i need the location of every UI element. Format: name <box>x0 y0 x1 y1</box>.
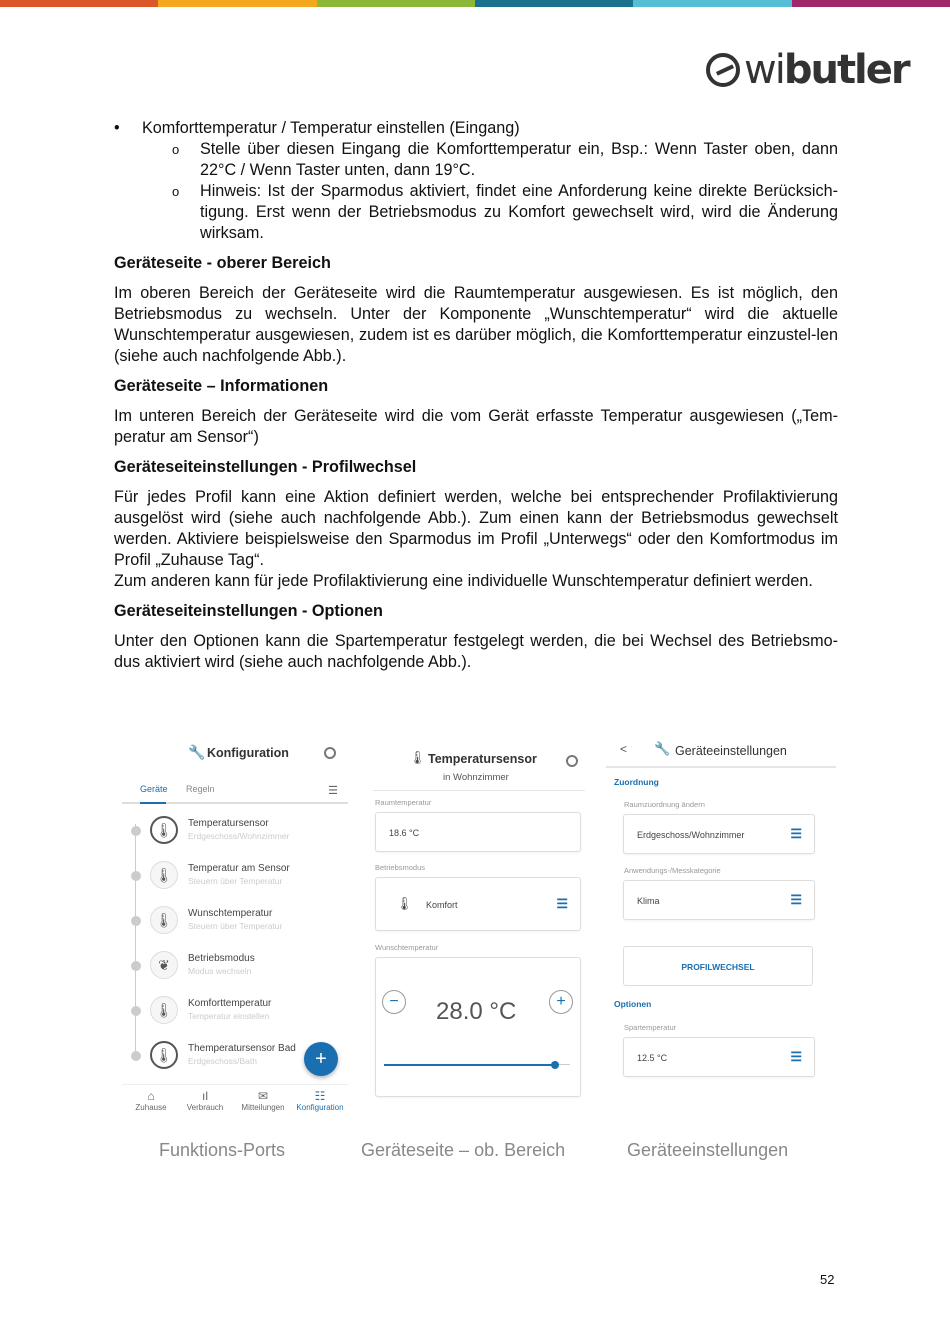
list-icon[interactable]: ☰ <box>790 1049 802 1064</box>
expand-icon[interactable] <box>131 961 141 971</box>
document-body <box>114 118 838 673</box>
device-name: Komforttemperatur <box>188 998 272 1009</box>
wish-temp-label: Wunschtemperatur <box>375 943 439 952</box>
nav-label: Konfiguration <box>296 1103 344 1112</box>
panel-title: Konfiguration <box>207 746 289 760</box>
room-assign-label: Raumzuordnung ändern <box>624 800 705 809</box>
panel-title: Geräteeinstellungen <box>675 744 787 758</box>
device-item[interactable] <box>130 859 340 899</box>
divider <box>373 790 585 791</box>
home-icon: ⌂ <box>147 1089 155 1103</box>
device-item[interactable] <box>130 994 340 1034</box>
stripe-segment <box>633 0 791 7</box>
gear-icon[interactable] <box>566 755 578 767</box>
nav-verbrauch[interactable] <box>180 1089 230 1112</box>
nav-zuhause[interactable] <box>126 1089 176 1112</box>
expand-icon[interactable] <box>131 1006 141 1016</box>
nav-label: Zuhause <box>135 1103 167 1112</box>
paragraph-oberer-bereich: Im oberen Bereich der Geräteseite wird die Raumtemperatur ausgewiesen. Es ist möglich, den Betriebsmodus zu wechseln. Unter der Komponente „Wunschtemperatur“ wird die aktuelle Wunschtemperatur ausgewiesen, zudem ist es darüber möglich, die Komforttemperatur einzustel-len (siehe auch nachfolgende Abb.). <box>114 284 838 365</box>
category-selector[interactable] <box>623 880 815 920</box>
caption-funktions-ports: Funktions-Ports <box>159 1140 286 1160</box>
tab-geraete[interactable]: Geräte <box>140 784 168 794</box>
stripe-segment <box>0 0 158 7</box>
thermometer-icon: 🌡 <box>150 996 178 1024</box>
stripe-segment <box>158 0 316 7</box>
nav-konfiguration[interactable] <box>292 1089 348 1112</box>
stripe-segment <box>475 0 633 7</box>
thermometer-icon: 🌡 <box>150 861 178 889</box>
bar-chart-icon: ıl <box>202 1089 208 1103</box>
device-item[interactable] <box>130 904 340 944</box>
heading-oberer-bereich: Geräteseite - oberer Bereich <box>114 254 331 272</box>
device-item[interactable] <box>130 814 340 854</box>
heading-informationen: Geräteseite – Informationen <box>114 377 329 395</box>
mail-icon: ✉ <box>257 1089 269 1103</box>
list-icon[interactable]: ☰ <box>556 896 568 911</box>
expand-icon[interactable] <box>131 871 141 881</box>
bottom-navigation <box>122 1084 348 1120</box>
room-temp-label: Raumtemperatur <box>375 798 432 807</box>
panel-title: Temperatursensor <box>428 752 537 766</box>
paragraph-profilwechsel: Für jedes Profil kann eine Aktion definiert werden, welche bei entsprechender Profilaktivierung ausgelöst wird (siehe auch nachfolgende Abb.). Zum einen kann der Betriebsmodus gewechselt werden. Aktiviere beispielsweise den Sparmodus im Profil „Unterwegs“ oder den Komfortmodus im Profil „Zuhause Tag“. <box>114 488 838 569</box>
room-temp-value: 18.6 °C <box>389 828 420 838</box>
device-name: Wunschtemperatur <box>188 908 273 919</box>
wrench-icon: 🔧 <box>188 744 206 760</box>
expand-icon[interactable] <box>131 826 141 836</box>
paragraph-informationen: Im unteren Bereich der Geräteseite wird die vom Gerät erfasste Temperatur ausgewiesen („Tem-peratur am Sensor“) <box>114 407 838 446</box>
stripe-segment <box>317 0 475 7</box>
list-icon[interactable]: ☰ <box>790 826 802 841</box>
device-name: Temperatur am Sensor <box>188 863 290 874</box>
room-temp-box <box>375 812 581 852</box>
mode-selector[interactable] <box>375 877 581 931</box>
caption-geraeteeinstellungen: Geräteeinstellungen <box>627 1140 789 1160</box>
tab-regeln[interactable]: Regeln <box>186 784 215 794</box>
device-location: Modus wechseln <box>188 966 252 976</box>
tab-bar <box>122 782 348 804</box>
wibutler-logo <box>706 47 909 93</box>
section-optionen: Optionen <box>614 999 652 1009</box>
device-name: Themperatursensor Bad <box>188 1043 296 1054</box>
bullet-item: • Komforttemperatur / Temperatur einstellen (Eingang) <box>114 118 838 139</box>
thermometer-icon: 🌡 <box>150 906 178 934</box>
room-assign-value: Erdgeschoss/Wohnzimmer <box>637 830 745 840</box>
device-item[interactable] <box>130 949 340 989</box>
sub-bullet-1: o Stelle über diesen Eingang die Komforttemperatur ein, Bsp.: Wenn Taster oben, dann 22°C / Wenn Taster unten, dann 19°C. <box>114 139 838 181</box>
device-name: Betriebsmodus <box>188 953 255 964</box>
divider <box>606 766 836 768</box>
page-number: 52 <box>820 1272 835 1287</box>
thermometer-icon: 🌡 <box>409 750 426 765</box>
thermometer-icon: 🌡 <box>150 816 178 844</box>
nav-mitteilungen[interactable] <box>236 1089 290 1112</box>
plus-button[interactable]: + <box>549 990 573 1014</box>
paragraph-optionen: Unter den Optionen kann die Spartemperatur festgelegt werden, die bei Wechsel des Betriebsmo-dus aktiviert wird (siehe auch nachfolgende Abb.). <box>114 632 838 671</box>
leaf-icon: ❦ <box>150 951 178 979</box>
gear-icon[interactable] <box>324 747 336 759</box>
section-zuordnung: Zuordnung <box>614 777 659 787</box>
temp-slider-track <box>384 1064 555 1066</box>
screenshots-figure <box>118 728 838 1128</box>
expand-icon[interactable] <box>131 1051 141 1061</box>
device-name: Temperatursensor <box>188 818 269 829</box>
heading-profilwechsel: Geräteseiteinstellungen - Profilwechsel <box>114 458 417 476</box>
panel-subtitle: in Wohnzimmer <box>443 772 509 783</box>
nav-label: Verbrauch <box>186 1103 224 1112</box>
device-location: Erdgeschoss/Bath <box>188 1056 257 1066</box>
temp-slider-knob[interactable] <box>551 1061 559 1069</box>
panel-geraeteeinstellungen <box>606 728 836 1120</box>
back-icon[interactable]: < <box>620 742 628 756</box>
sliders-icon: ☷ <box>314 1089 326 1103</box>
logo-text: wibutler <box>744 47 909 93</box>
heading-optionen: Geräteseiteinstellungen - Optionen <box>114 602 383 620</box>
panel-temperatursensor <box>373 728 585 1120</box>
device-location: Steuern über Temperatur <box>188 876 283 886</box>
spar-temp-value: 12.5 °C <box>637 1053 668 1063</box>
stripe-segment <box>792 0 950 7</box>
nav-label: Mitteilungen <box>241 1103 285 1112</box>
expand-icon[interactable] <box>131 916 141 926</box>
device-location: Steuern über Temperatur <box>188 921 283 931</box>
room-assign-selector[interactable] <box>623 814 815 854</box>
device-location: Temperatur einstellen <box>188 1011 270 1021</box>
device-location: Erdgeschoss/Wohnzimmer <box>188 831 290 841</box>
list-icon[interactable]: ☰ <box>790 892 802 907</box>
spar-temp-label: Spartemperatur <box>624 1023 677 1032</box>
sub-bullet-2: o Hinweis: Ist der Sparmodus aktiviert, findet eine Anforderung keine direkte Berücksich-tigung. Erst wenn der Betriebsmodus zu Komfort gewechselt wird, wird die Änderung wirksam. <box>114 181 838 244</box>
paragraph-profilwechsel-2: Zum anderen kann für jede Profilaktivierung eine individuelle Wunschtemperatur definiert werden. <box>114 572 813 590</box>
caption-geraeteseite: Geräteseite – ob. Bereich <box>361 1140 566 1160</box>
panel-konfiguration <box>118 728 350 1120</box>
mode-value: Komfort <box>426 900 458 910</box>
minus-button[interactable]: − <box>382 990 406 1014</box>
thermometer-icon: 🌡 <box>396 896 413 911</box>
color-stripe <box>0 0 950 7</box>
category-value: Klima <box>637 896 660 906</box>
logo-icon <box>706 53 740 87</box>
add-button[interactable]: + <box>304 1042 338 1076</box>
spar-temp-selector[interactable] <box>623 1037 815 1077</box>
wish-temp-box <box>375 957 581 1097</box>
category-label: Anwendungs-/Messkategorie <box>624 866 721 875</box>
tab-indicator <box>140 802 166 804</box>
wrench-icon: 🔧 <box>654 741 671 756</box>
mode-label: Betriebsmodus <box>375 863 426 872</box>
wish-temp-value: 28.0 °C <box>436 998 517 1025</box>
filter-icon[interactable]: ☰ <box>328 785 338 797</box>
profilwechsel-button[interactable]: PROFILWECHSEL <box>623 946 813 986</box>
thermometer-icon: 🌡 <box>150 1041 178 1069</box>
